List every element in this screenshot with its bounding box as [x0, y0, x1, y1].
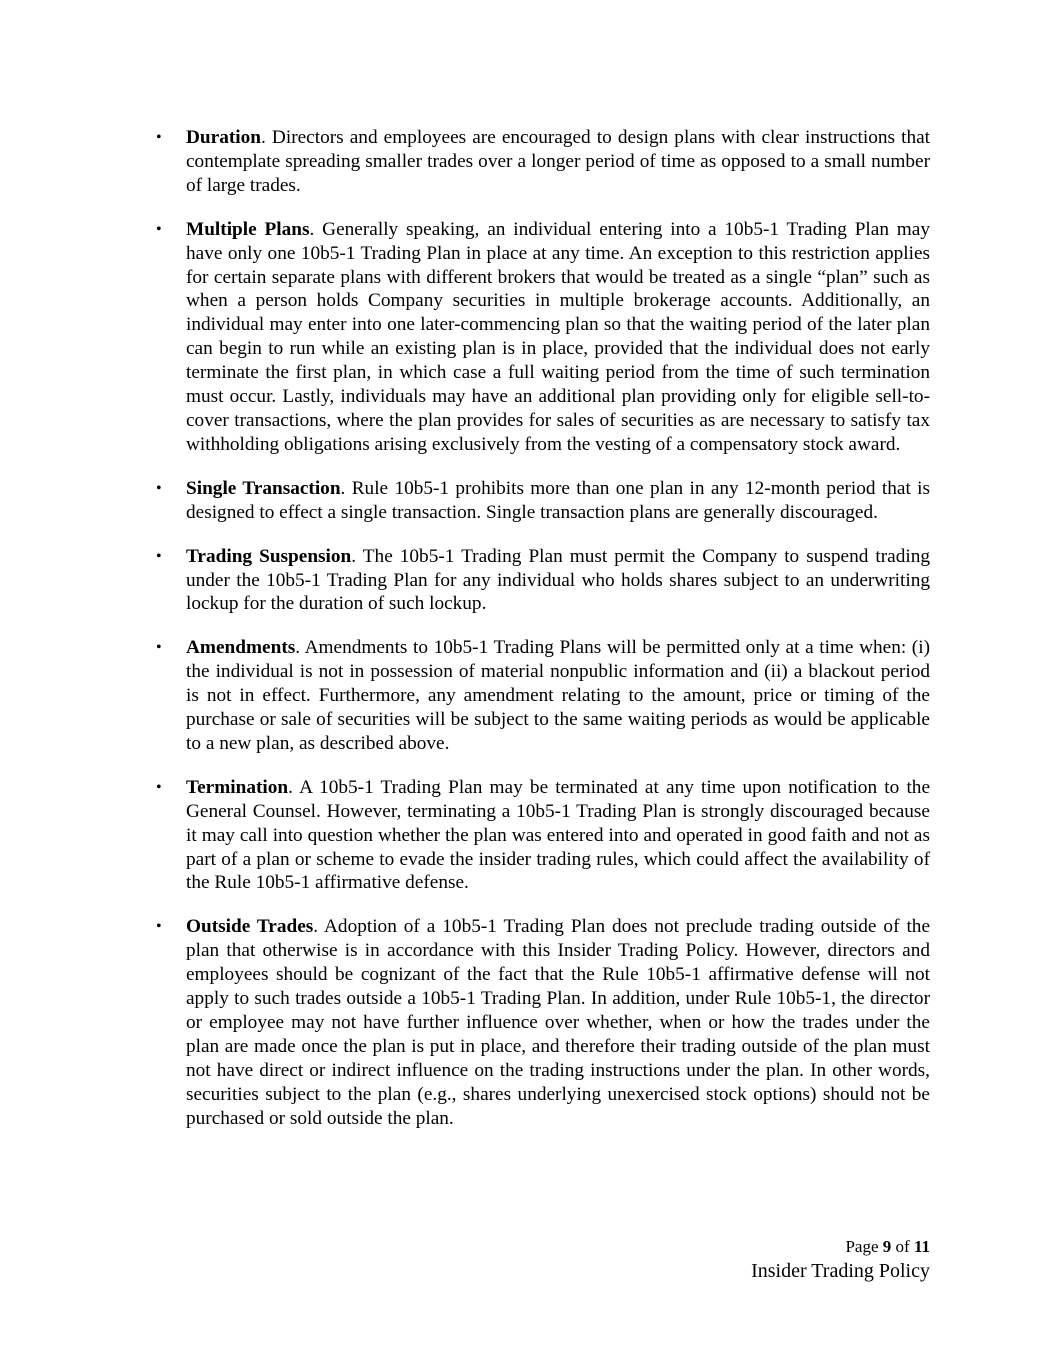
page-footer	[751, 1236, 930, 1284]
list-item-trading-suspension	[156, 545, 930, 617]
item-term: Multiple Plans	[186, 218, 310, 240]
item-text: . Amendments to 10b5-1 Trading Plans will be permitted only at a time when: (i) the individual is not in possession of material nonpublic information and (ii) a blackout period is not in effect. Furthermore, any amendment relating to the amount, price or timing of the purchase or sale of securities will be subject to the same waiting periods as would be applicable to a new plan, as described above.	[186, 637, 930, 754]
bullet-icon: •	[156, 639, 162, 657]
current-page: 9	[882, 1237, 892, 1256]
item-text: . Generally speaking, an individual entering into a 10b5-1 Trading Plan may have only one 10b5-1 Trading Plan in place at any time. An exception to this restriction applies for certain separate plans with different brokers that would be treated as a single “plan” such as when a person holds Company securities in multiple brokerage accounts. Additionally, an individual may enter into one later-commencing plan so that the waiting period of the later plan can begin to run while an existing plan is in place, provided that the individual does not early terminate the first plan, in which case a full waiting period from the time of such termination must occur. Lastly, individuals may have an additional plan providing only for eligible sell-to-cover transactions, where the plan provides for sales of securities as are necessary to satisfy tax withholding obligations arising exclusively from the vesting of a compensatory stock award.	[186, 218, 930, 455]
page-number	[751, 1236, 930, 1258]
item-text: . Adoption of a 10b5-1 Trading Plan does not preclude trading outside of the plan that otherwise is in accordance with this Insider Trading Policy. However, directors and employees should be cognizant of the fact that the Rule 10b5-1 affirmative defense will not apply to such trades outside a 10b5-1 Trading Plan. In addition, under Rule 10b5-1, the director or employee may not have further influence over whether, when or how the trades under the plan are made once the plan is put in place, and therefore their trading outside of the plan must not have direct or indirect influence on the trading instructions under the plan. In other words, securities subject to the plan (e.g., shares underlying unexercised stock options) should not be purchased or sold outside the plan.	[186, 916, 930, 1129]
item-text: . Directors and employees are encouraged to design plans with clear instructions that contemplate spreading smaller trades over a longer period of time as opposed to a small number of large trades.	[186, 127, 930, 196]
total-pages: 11	[913, 1237, 930, 1256]
list-item-single-transaction	[156, 477, 930, 525]
item-text: . A 10b5-1 Trading Plan may be terminated at any time upon notification to the General Counsel. However, terminating a 10b5-1 Trading Plan is strongly discouraged because it may call into question whether the plan was entered into and operated in good faith and not as part of a plan or scheme to evade the insider trading rules, which could affect the availability of the Rule 10b5-1 affirmative defense.	[186, 776, 930, 894]
list-item-termination	[156, 776, 930, 896]
bullet-list	[156, 126, 930, 1151]
list-item-amendments	[156, 636, 930, 756]
item-term: Duration	[186, 127, 261, 148]
list-item-outside-trades	[156, 915, 930, 1130]
bullet-icon: •	[156, 918, 162, 936]
bullet-icon: •	[156, 479, 162, 497]
bullet-icon: •	[156, 547, 162, 565]
page-word: Page	[845, 1237, 879, 1256]
item-term: Trading Suspension	[186, 545, 352, 567]
list-item-duration	[156, 126, 930, 198]
bullet-icon: •	[156, 129, 162, 146]
list-item-multiple-plans	[156, 218, 930, 457]
item-text: . Rule 10b5-1 prohibits more than one plan in any 12-month period that is designed to effect a single transaction. Single transaction plans are generally discouraged.	[186, 477, 930, 523]
item-text: . The 10b5-1 Trading Plan must permit the Company to suspend trading under the 10b5-1 Trading Plan for any individual who holds shares subject to an underwriting lockup for the duration of such lockup.	[186, 545, 930, 615]
bullet-icon: •	[156, 778, 162, 796]
document-title: Insider Trading Policy	[751, 1260, 930, 1282]
of-word: of	[895, 1237, 910, 1256]
item-term: Termination	[186, 776, 289, 798]
item-term: Single Transaction	[186, 477, 341, 499]
item-term: Amendments	[186, 637, 296, 659]
bullet-icon: •	[156, 220, 162, 238]
item-term: Outside Trades	[186, 916, 314, 938]
